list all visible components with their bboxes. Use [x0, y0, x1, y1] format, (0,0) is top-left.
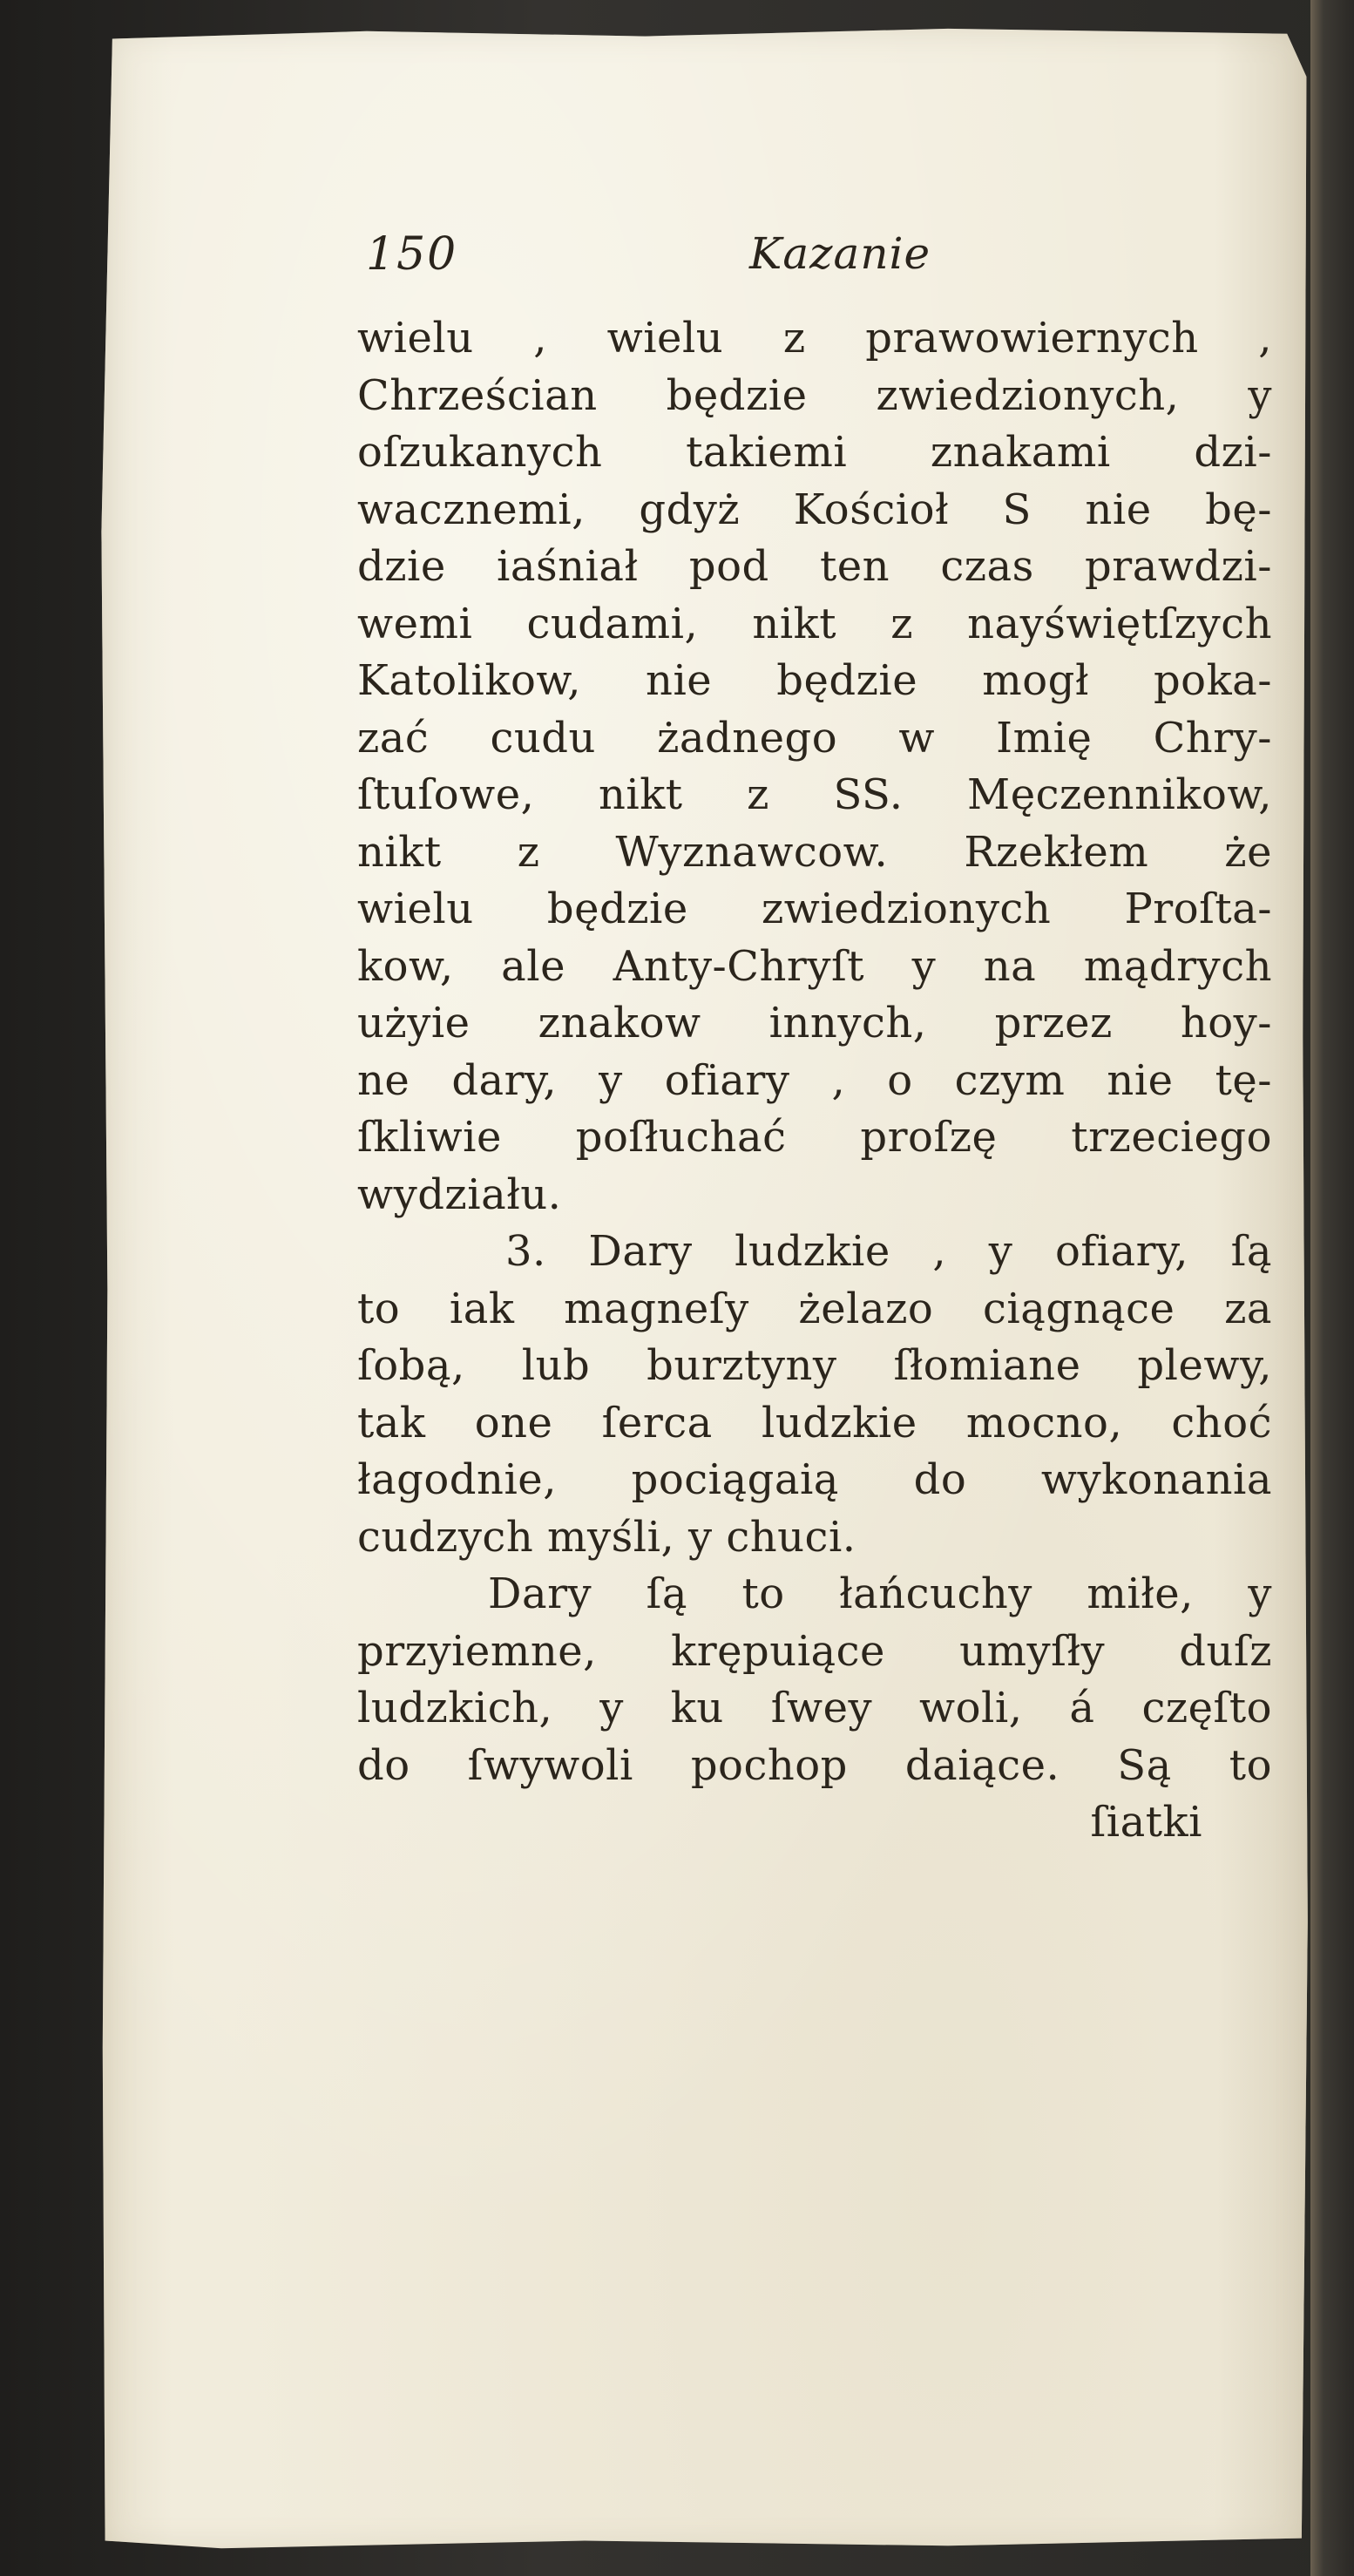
- page-number: 150: [366, 228, 458, 281]
- text-line: wielu , wielu z prawowiernych ,: [357, 314, 1272, 363]
- text-line: ſobą, lub burztyny ſłomiane plewy,: [357, 1341, 1272, 1390]
- text-line: oſzukanych takiemi znakami dzi-: [357, 428, 1272, 477]
- text-line: kow, ale Anty-Chryſt y na mądrych: [357, 941, 1272, 991]
- catchword: ſiatki: [1090, 1798, 1202, 1847]
- text-line: ne dary, y ofiary , o czym nie tę-: [357, 1055, 1272, 1105]
- text-line: wemi cudami, nikt z nayświętſzych: [357, 599, 1272, 648]
- text-line: przyiemne, krępuiące umyſły duſz: [357, 1626, 1272, 1676]
- page-header: [366, 228, 1237, 298]
- paragraph-start-line: Dary ſą to łańcuchy miłe, y: [488, 1569, 1272, 1618]
- text-line: ſtuſowe, nikt z SS. Męczennikow,: [357, 770, 1272, 819]
- text-line: zać cudu żadnego w Imię Chry-: [357, 713, 1272, 763]
- book-spine-edge: [1310, 0, 1354, 2576]
- text-line: Katolikow, nie będzie mogł poka-: [357, 656, 1272, 705]
- text-line: to iak magneſy żelazo ciągnące za: [357, 1284, 1272, 1333]
- text-line: nikt z Wyznawcow. Rzekłem że: [357, 827, 1272, 877]
- text-line: ſkliwie poſłuchać proſzę trzeciego: [357, 1113, 1272, 1162]
- text-line: tak one ſerca ludzkie mocno, choć: [357, 1398, 1272, 1447]
- running-title: Kazanie: [749, 228, 931, 279]
- text-line: Chrześcian będzie zwiedzionych, y: [357, 370, 1272, 420]
- text-line: ludzkich, y ku ſwey woli, á częſto: [357, 1684, 1272, 1732]
- text-line: użyie znakow innych, przez hoy-: [357, 999, 1272, 1047]
- text-line: łagodnie, pociągaią do wykonania: [357, 1455, 1272, 1504]
- text-line: wielu będzie zwiedzionych Proſta-: [357, 885, 1272, 933]
- text-line: do ſwywoli pochop daiące. Są to: [357, 1740, 1272, 1790]
- text-line: cudzych myśli, y chuci.: [357, 1512, 856, 1562]
- paragraph-start-line: 3. Dary ludzkie , y ofiary, ſą: [505, 1227, 1272, 1276]
- text-line: dzie iaśniał pod ten czas prawdzi-: [357, 542, 1272, 591]
- body-text: [357, 310, 1272, 1852]
- text-line: wydziału.: [357, 1169, 562, 1219]
- text-line: wacznemi, gdyż Kościoł S nie bę-: [357, 485, 1272, 534]
